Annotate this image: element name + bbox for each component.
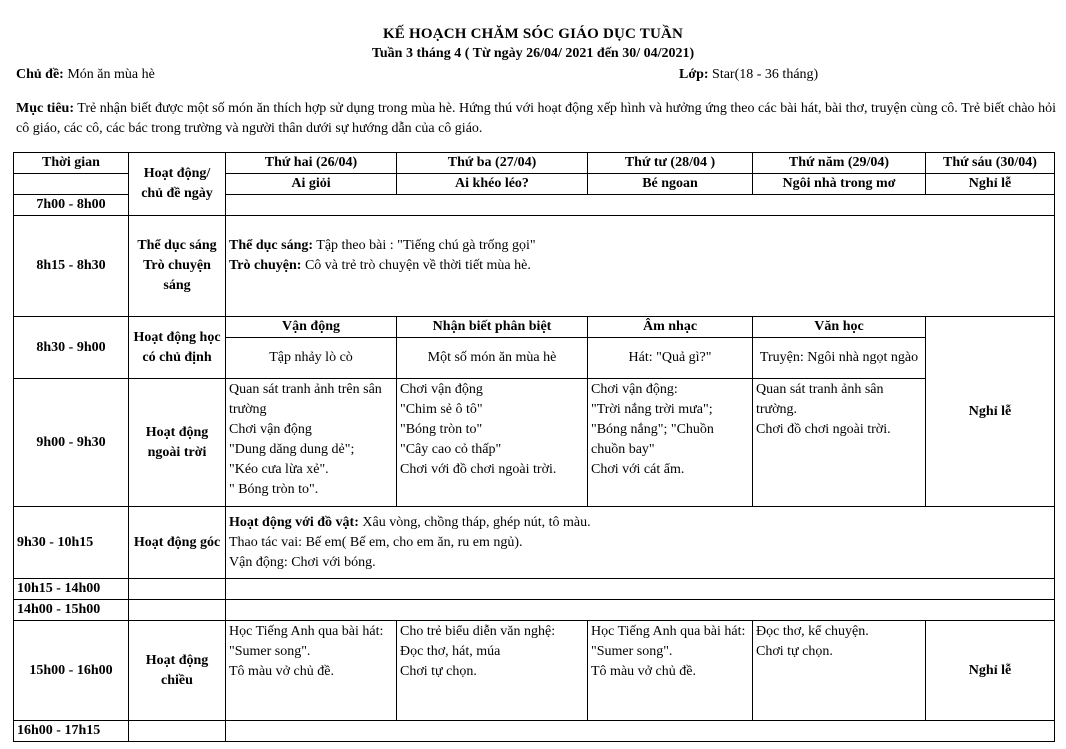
corner-label: Hoạt động với đồ vật: <box>229 515 359 530</box>
day-name-thu: Thứ năm (29/04) <box>753 153 926 174</box>
day-name-mon: Thứ hai (26/04) <box>226 153 397 174</box>
activity-outdoor: Hoạt động ngoài trời <box>129 379 226 507</box>
day-theme-fri: Nghỉ lễ <box>926 174 1055 195</box>
goal-label: Mục tiêu: <box>16 101 74 116</box>
class-label: Lớp: <box>679 67 709 82</box>
topic-line <box>16 67 155 83</box>
lesson-thu: Truyện: Ngôi nhà ngọt ngào <box>753 338 926 379</box>
afternoon-tue: Cho trẻ biểu diễn văn nghệ: Đọc thơ, hát, múa Chơi tự chọn. <box>397 621 588 721</box>
topic-label: Chủ đề: <box>16 67 64 82</box>
day-name-tue: Thứ ba (27/04) <box>397 153 588 174</box>
row-10h15-content <box>226 579 1055 600</box>
time-15h00: 15h00 - 16h00 <box>14 621 129 721</box>
time-10h15: 10h15 - 14h00 <box>14 579 129 600</box>
outdoor-tue: Chơi vận động "Chim sẻ ô tô" "Bóng tròn to" "Cây cao cỏ thấp" Chơi với đồ chơi ngoài trời. <box>397 379 588 507</box>
subject-tue: Nhận biết phân biệt <box>397 317 588 338</box>
exercise-text: Tập theo bài : "Tiếng chú gà trống gọi" <box>313 238 536 253</box>
fri-holiday-morning: Nghỉ lễ <box>926 317 1055 507</box>
chat-label: Trò chuyện: <box>229 258 302 273</box>
subject-mon: Vận động <box>226 317 397 338</box>
time-8h30: 8h30 - 9h00 <box>14 317 129 379</box>
time-14h00: 14h00 - 15h00 <box>14 600 129 621</box>
subject-thu: Văn học <box>753 317 926 338</box>
afternoon-wed: Học Tiếng Anh qua bài hát: "Sumer song". Tô màu vở chủ đề. <box>588 621 753 721</box>
morning-exercise-content <box>226 216 1055 317</box>
row-10h15-activity <box>129 579 226 600</box>
time-7h00: 7h00 - 8h00 <box>14 195 129 216</box>
row-14h00-activity <box>129 600 226 621</box>
outdoor-wed: Chơi vận động: "Trời nắng trời mưa"; "Bóng nắng"; "Chuồn chuồn bay" Chơi với cát ẩm. <box>588 379 753 507</box>
afternoon-mon: Học Tiếng Anh qua bài hát: "Sumer song". Tô màu vở chủ đề. <box>226 621 397 721</box>
document-subtitle: Tuần 3 tháng 4 ( Từ ngày 26/04/ 2021 đến 30/ 04/2021) <box>371 46 695 61</box>
row-16h00-content <box>226 721 1055 742</box>
row-16h00-activity <box>129 721 226 742</box>
chat-text: Cô và trẻ trò chuyện về thời tiết mùa hè. <box>301 258 531 273</box>
header-time-spacer <box>14 174 129 195</box>
fri-holiday-afternoon: Nghỉ lễ <box>926 621 1055 721</box>
exercise-label: Thể dục sáng: <box>229 238 314 253</box>
header-time: Thời gian <box>14 153 129 174</box>
header-activity: Hoạt động/ chủ đề ngày <box>129 153 226 216</box>
row-14h00-content <box>226 600 1055 621</box>
day-theme-thu: Ngôi nhà trong mơ <box>753 174 926 195</box>
topic-value: Món ăn mùa hè <box>63 67 155 82</box>
activity-morning-exercise: Thể dục sáng Trò chuyện sáng <box>129 216 226 317</box>
day-name-wed: Thứ tư (28/04 ) <box>588 153 753 174</box>
time-9h30: 9h30 - 10h15 <box>14 507 129 579</box>
goal-text: Trẻ nhận biết được một số món ăn thích hợp sử dụng trong mùa hè. Hứng thú với hoạt động xếp hình và hưởng ứng theo các bài hát, bài thơ, truyện cùng cô. Trẻ biết chào hỏi cô giáo, các cô, các bác trong trường và người thân dưới sự hướng dẫn của cô giáo. <box>16 101 1056 136</box>
activity-planned-lesson: Hoạt động học có chủ định <box>129 317 226 379</box>
activity-afternoon: Hoạt động chiều <box>129 621 226 721</box>
class-line <box>679 67 818 83</box>
activity-corner: Hoạt động góc <box>129 507 226 579</box>
time-16h00: 16h00 - 17h15 <box>14 721 129 742</box>
goal-paragraph <box>16 99 1056 139</box>
subject-wed: Âm nhạc <box>588 317 753 338</box>
day-name-fri: Thứ sáu (30/04) <box>926 153 1055 174</box>
afternoon-thu: Đọc thơ, kể chuyện. Chơi tự chọn. <box>753 621 926 721</box>
lesson-mon: Tập nhảy lò cò <box>226 338 397 379</box>
row-7h00-content <box>226 195 1055 216</box>
day-theme-wed: Bé ngoan <box>588 174 753 195</box>
outdoor-thu: Quan sát tranh ảnh sân trường. Chơi đồ chơi ngoài trời. <box>753 379 926 507</box>
corner-content <box>226 507 1055 579</box>
lesson-wed: Hát: "Quả gì?" <box>588 338 753 379</box>
time-8h15: 8h15 - 8h30 <box>14 216 129 317</box>
movement-text: Vận động: Chơi với bóng. <box>229 555 376 570</box>
outdoor-mon: Quan sát tranh ảnh trên sân trường Chơi vận động "Dung dăng dung dẻ"; "Kéo cưa lừa xẻ". " Bóng tròn to". <box>226 379 397 507</box>
role-play-text: Thao tác vai: Bế em( Bế em, cho em ăn, ru em ngủ). <box>229 535 523 550</box>
schedule-table <box>13 152 1055 742</box>
class-value: Star(18 - 36 tháng) <box>708 67 819 82</box>
corner-text: Xâu vòng, chồng tháp, ghép nút, tô màu. <box>358 515 591 530</box>
day-theme-tue: Ai khéo léo? <box>397 174 588 195</box>
time-9h00: 9h00 - 9h30 <box>14 379 129 507</box>
day-theme-mon: Ai giỏi <box>226 174 397 195</box>
lesson-tue: Một số món ăn mùa hè <box>397 338 588 379</box>
document-title: KẾ HOẠCH CHĂM SÓC GIÁO DỤC TUẦN <box>382 26 684 42</box>
